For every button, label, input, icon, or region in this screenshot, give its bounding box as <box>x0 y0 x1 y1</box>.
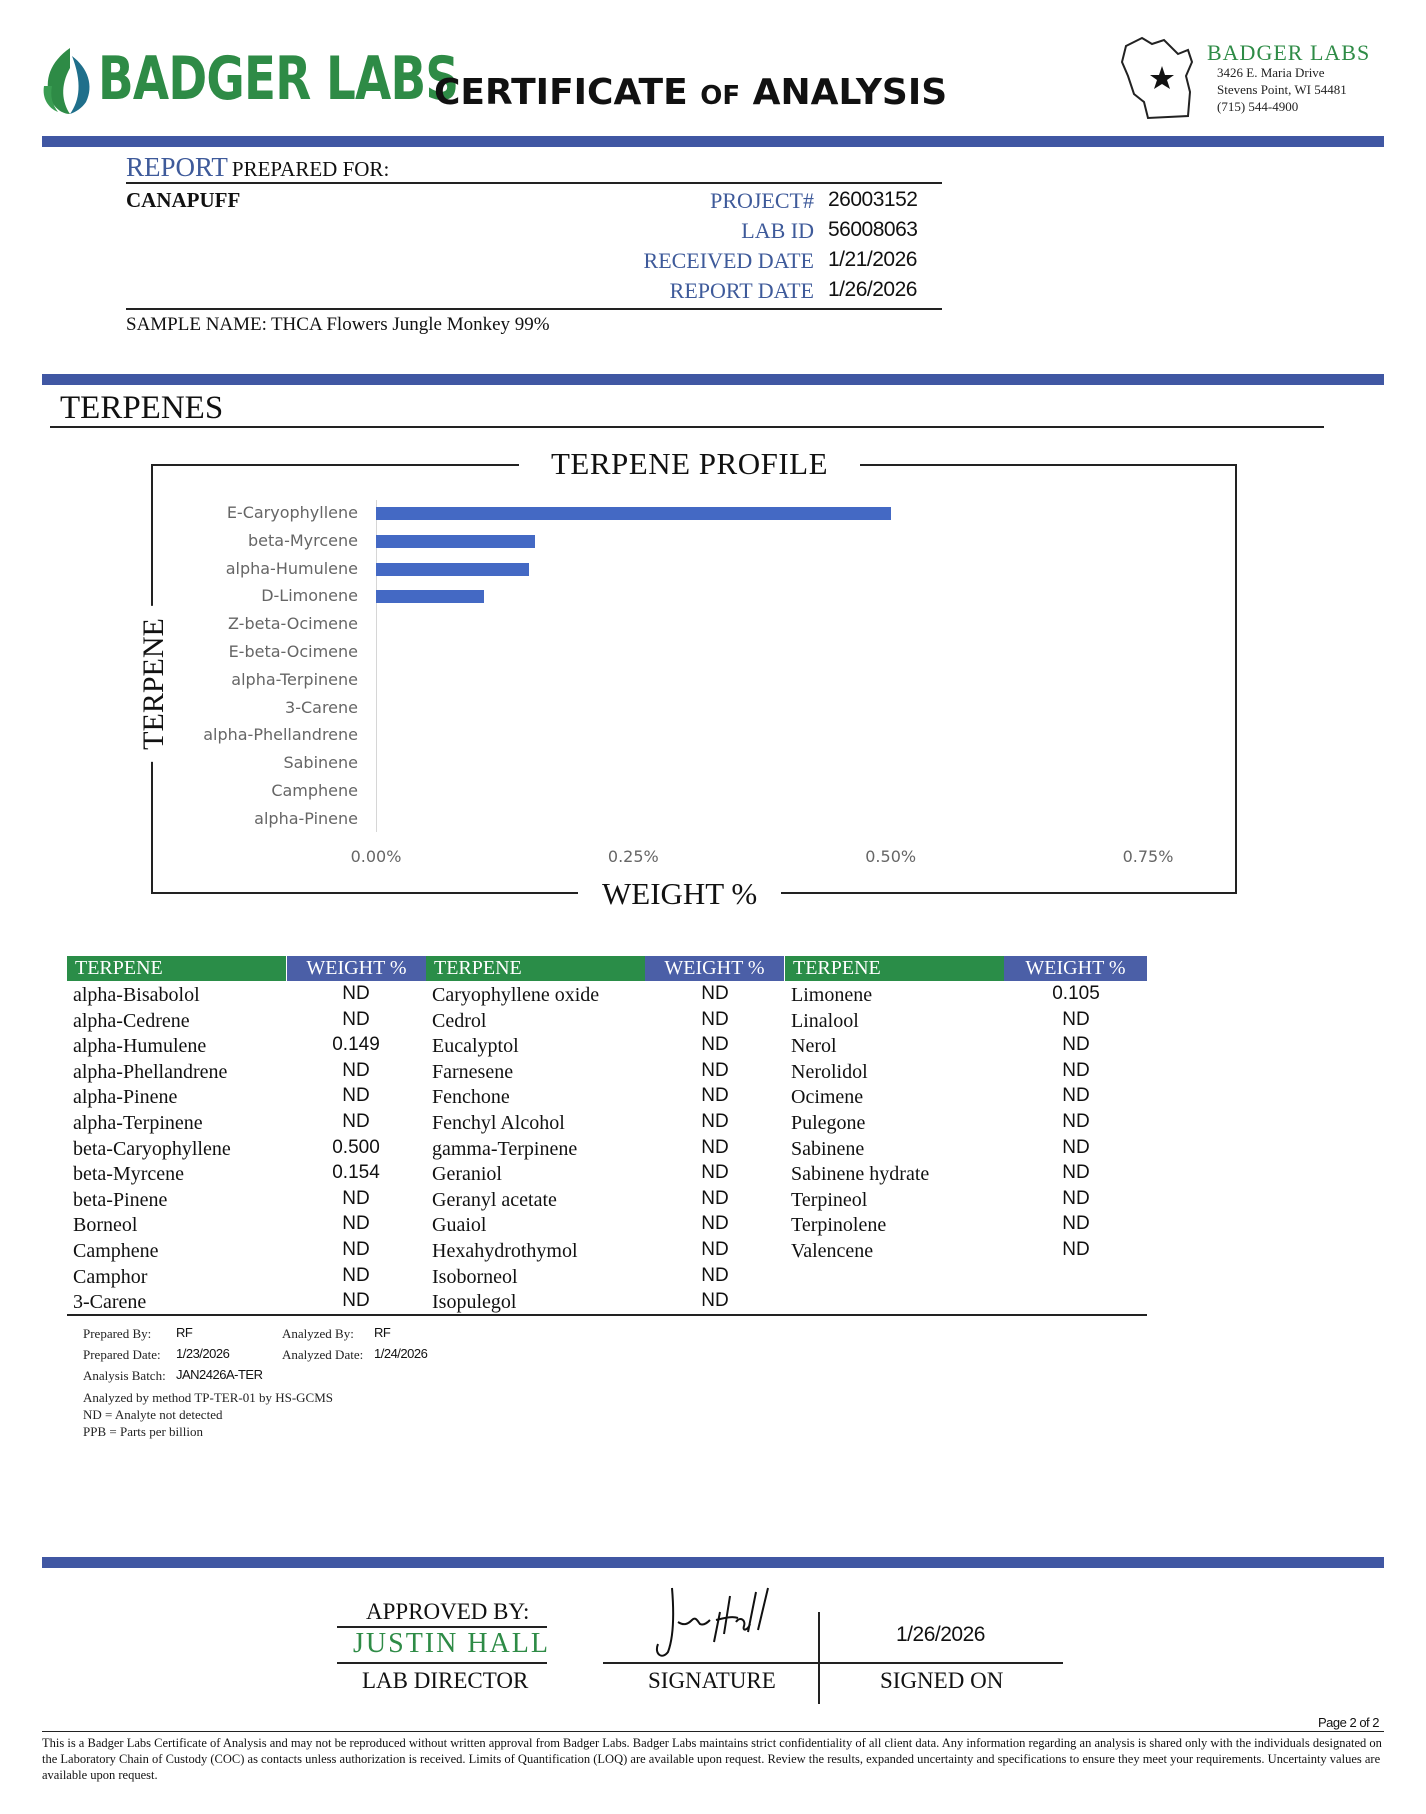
chart-category-label: Camphene <box>271 781 358 800</box>
chart-category-label: alpha-Pinene <box>254 808 358 828</box>
table-cell-terpene: Terpineol <box>791 1188 868 1211</box>
chart-category-label: Sabinene <box>283 753 358 773</box>
table-cell-weight: ND <box>701 1239 729 1260</box>
table-cell-terpene: Camphene <box>73 1240 159 1262</box>
table-bottom-rule <box>67 1314 1147 1316</box>
report-word: REPORT <box>126 152 228 182</box>
table-cell-terpene: Geranyl acetate <box>432 1188 557 1211</box>
table-cell-weight: ND <box>1062 1085 1090 1107</box>
received-date-label: RECEIVED DATE <box>643 248 814 273</box>
analyzed-date-value: 1/24/2026 <box>374 1346 428 1361</box>
table-cell-weight: ND <box>1062 1187 1090 1209</box>
table-cell-weight: 0.149 <box>332 1034 380 1056</box>
chart-y-axis-label: TERPENE <box>137 606 171 762</box>
signature-image <box>644 1582 794 1662</box>
footer-rule <box>42 1731 1384 1732</box>
table-cell-weight: ND <box>342 1008 370 1030</box>
prepared-date-value: 1/23/2026 <box>176 1346 230 1361</box>
table-cell-weight: ND <box>701 1085 729 1107</box>
table-cell-terpene: Hexahydrothymol <box>432 1240 578 1262</box>
table-cell-terpene: alpha-Pinene <box>73 1086 178 1109</box>
table-cell-terpene: Limonene <box>791 984 873 1006</box>
table-cell-terpene: Sabinene hydrate <box>791 1163 930 1186</box>
table-cell-weight: ND <box>701 1136 729 1158</box>
table-cell-terpene: beta-Caryophyllene <box>73 1137 231 1160</box>
table-cell-weight: ND <box>701 1264 729 1286</box>
received-date-value: 1/21/2026 <box>828 248 917 271</box>
table-cell-weight: ND <box>701 1111 729 1132</box>
chart-tick-label: 0.00% <box>350 847 402 866</box>
table-cell-weight: ND <box>701 1008 729 1030</box>
lab-id-label: LAB ID <box>741 218 814 243</box>
table-cell-terpene: Nerol <box>791 1035 837 1058</box>
table-cell-weight: ND <box>1062 1162 1090 1184</box>
signature-label: SIGNATURE <box>648 1668 776 1693</box>
method-note: Analyzed by method TP-TER-01 by HS-GCMS <box>83 1390 333 1405</box>
table-cell-terpene: Nerolidol <box>791 1060 868 1083</box>
table-cell-weight: ND <box>342 1239 370 1260</box>
table-cell-terpene: Camphor <box>73 1265 148 1288</box>
table-cell-terpene: alpha-Terpinene <box>73 1112 203 1134</box>
client-name: CANAPUFF <box>126 188 241 212</box>
chart-category-label: E-Caryophyllene <box>226 503 358 522</box>
table-cell-terpene: Geraniol <box>432 1163 502 1186</box>
logo-wordmark: BADGER LABS <box>98 44 459 114</box>
chart-category-label: alpha-Terpinene <box>231 669 358 689</box>
table-cell-terpene: Guaiol <box>432 1214 487 1237</box>
chart-title: TERPENE PROFILE <box>519 446 860 482</box>
chart-category-label: D-Limonene <box>261 586 358 606</box>
table-cell-weight: ND <box>701 1034 729 1056</box>
table-cell-terpene: Terpinolene <box>791 1214 887 1237</box>
table-cell-terpene: 3-Carene <box>73 1291 147 1314</box>
analyzed-by-value: RF <box>374 1325 391 1340</box>
table-cell-terpene: beta-Pinene <box>73 1188 168 1211</box>
table-cell-weight: 0.105 <box>1052 983 1100 1004</box>
table-cell-terpene: gamma-Terpinene <box>432 1137 578 1160</box>
table-cell-weight: ND <box>342 1290 370 1312</box>
title-certificate: CERTIFICATE <box>434 72 688 113</box>
table-cell-terpene: Valencene <box>791 1240 874 1262</box>
table-cell-weight: 0.500 <box>332 1136 380 1158</box>
analyzed-by-label: Analyzed By: <box>282 1326 354 1341</box>
table-header-terpene: TERPENE <box>67 956 286 981</box>
title-analysis: ANALYSIS <box>752 72 948 113</box>
prepared-for-label: PREPARED FOR: <box>231 157 390 181</box>
table-header-weight: WEIGHT % <box>1004 956 1147 981</box>
chart-category-label: alpha-Humulene <box>225 558 358 578</box>
table-cell-weight: ND <box>701 1213 729 1235</box>
table-cell-terpene: Isoborneol <box>432 1265 518 1288</box>
table-cell-weight: ND <box>1062 1213 1090 1235</box>
table-cell-weight: ND <box>1062 1239 1090 1260</box>
analyzed-date-label: Analyzed Date: <box>282 1347 364 1362</box>
table-cell-weight: 0.154 <box>332 1162 380 1184</box>
prepared-by-label: Prepared By: <box>83 1326 152 1341</box>
table-cell-terpene: alpha-Humulene <box>73 1035 207 1058</box>
approver-name: JUSTIN HALL <box>353 1628 550 1659</box>
table-cell-weight: ND <box>1062 1059 1090 1081</box>
table-cell-terpene: Isopulegol <box>432 1291 517 1314</box>
table-cell-terpene: alpha-Bisabolol <box>73 984 200 1006</box>
table-cell-terpene: Fenchone <box>432 1086 510 1109</box>
signed-date-value: 1/26/2026 <box>896 1623 985 1646</box>
project-label: PROJECT# <box>710 188 814 213</box>
chart-x-axis-label: WEIGHT % <box>578 876 781 912</box>
table-cell-terpene: alpha-Cedrene <box>73 1009 190 1032</box>
sample-name-value: THCA Flowers Jungle Monkey 99% <box>270 314 550 335</box>
table-header-weight: WEIGHT % <box>645 956 784 981</box>
report-date-value: 1/26/2026 <box>828 278 917 301</box>
lab-id-value: 56008063 <box>828 218 918 241</box>
table-cell-weight: ND <box>342 1085 370 1107</box>
table-cell-weight: ND <box>1062 1034 1090 1056</box>
table-cell-weight: ND <box>701 1059 729 1081</box>
prepared-by-value: RF <box>176 1325 193 1340</box>
chart-tick-label: 0.25% <box>607 847 659 866</box>
table-cell-terpene: Borneol <box>73 1214 138 1237</box>
chart-category-label: E-beta-Ocimene <box>228 642 358 661</box>
signature-rule <box>603 1662 1063 1664</box>
table-cell-terpene: Farnesene <box>432 1060 514 1083</box>
table-cell-terpene: Ocimene <box>791 1086 864 1109</box>
chart-category-label: Z-beta-Ocimene <box>228 614 358 634</box>
chart-category-label: alpha-Phellandrene <box>203 725 358 745</box>
table-header-weight: WEIGHT % <box>287 956 426 981</box>
page-number: Page 2 of 2 <box>1318 1715 1379 1730</box>
table-cell-weight: ND <box>342 1111 370 1132</box>
signature-separator <box>818 1612 820 1704</box>
approval-divider <box>42 1557 1384 1568</box>
table-cell-weight: ND <box>342 983 370 1004</box>
table-cell-terpene: Pulegone <box>791 1112 866 1134</box>
address-line-2: Stevens Point, WI 54481 <box>1217 82 1347 97</box>
disclaimer-text: This is a Badger Labs Certificate of Analysis and may not be reproduced without written approval from Badger Labs. Badger Labs maintains strict confidentiality of all client data. Any information regarding an analysis is shared only with the individuals designated on the Laboratory Chain of Custody (COC) as contacts unless authorization is received. Limits of Quantification (LOQ) are available upon request. Review the results, expanded uncertainty and specifications to ensure they meet your requirements. Uncertainty values are available upon request. <box>42 1736 1382 1782</box>
table-cell-terpene: beta-Myrcene <box>73 1163 185 1186</box>
prepared-date-label: Prepared Date: <box>83 1347 161 1362</box>
chart-category-label: 3-Carene <box>285 697 358 717</box>
chart-tick-label: 0.75% <box>1122 847 1174 866</box>
lab-name: BADGER LABS <box>1207 40 1371 65</box>
report-date-label: REPORT DATE <box>669 278 814 303</box>
address-line-1: 3426 E. Maria Drive <box>1217 65 1325 80</box>
chart-category-label: beta-Myrcene <box>248 530 358 550</box>
ppb-definition: PPB = Parts per billion <box>83 1424 204 1439</box>
table-cell-terpene: Linalool <box>791 1009 859 1032</box>
table-cell-weight: ND <box>342 1213 370 1235</box>
signed-on-label: SIGNED ON <box>880 1668 1004 1693</box>
table-cell-weight: ND <box>701 1187 729 1209</box>
approver-title: LAB DIRECTOR <box>362 1668 529 1693</box>
table-cell-terpene: Eucalyptol <box>432 1035 519 1058</box>
analysis-batch-label: Analysis Batch: <box>83 1368 166 1383</box>
table-cell-weight: ND <box>342 1264 370 1286</box>
table-cell-terpene: alpha-Phellandrene <box>73 1060 228 1083</box>
sample-name-label: SAMPLE NAME: <box>126 314 267 335</box>
table-cell-weight: ND <box>342 1187 370 1209</box>
table-cell-terpene: Fenchyl Alcohol <box>432 1112 565 1134</box>
table-cell-weight: ND <box>1062 1008 1090 1030</box>
table-cell-weight: ND <box>701 1162 729 1184</box>
table-header-terpene: TERPENE <box>785 956 1004 981</box>
chart-tick-label: 0.50% <box>865 847 917 866</box>
project-value: 26003152 <box>828 188 918 211</box>
table-header-terpene: TERPENE <box>426 956 645 981</box>
approved-by-label: APPROVED BY: <box>366 1599 530 1624</box>
table-cell-weight: ND <box>701 983 729 1004</box>
title-of: OF <box>700 81 741 111</box>
table-cell-terpene: Cedrol <box>432 1009 487 1032</box>
table-cell-weight: ND <box>342 1059 370 1081</box>
table-cell-terpene: Caryophyllene oxide <box>432 984 600 1006</box>
section-title: TERPENES <box>60 390 224 426</box>
table-cell-weight: ND <box>1062 1136 1090 1158</box>
approver-rule <box>337 1662 547 1664</box>
table-cell-terpene: Sabinene <box>791 1137 865 1160</box>
table-cell-weight: ND <box>701 1290 729 1312</box>
table-cell-weight: ND <box>1062 1111 1090 1132</box>
nd-definition: ND = Analyte not detected <box>83 1407 223 1422</box>
phone: (715) 544-4900 <box>1217 99 1299 114</box>
analysis-batch-value: JAN2426A-TER <box>176 1367 263 1382</box>
